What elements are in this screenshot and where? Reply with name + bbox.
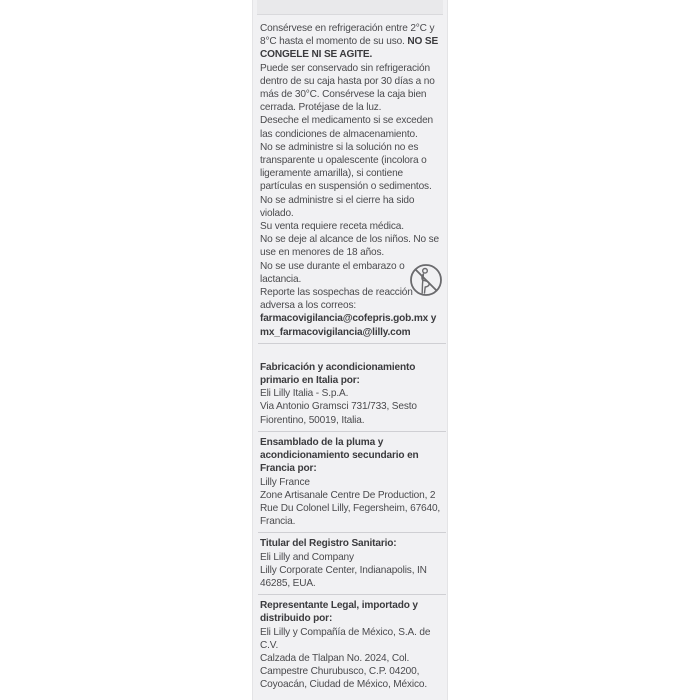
storage-instruction — [260, 22, 444, 62]
representative-title: Representante Legal, importado y distribuido por: — [260, 600, 418, 625]
representative-company: Eli Lilly y Compañía de México, S.A. de C.V. — [260, 626, 431, 651]
manufacture-title: Fabricación y acondicionamiento primario en Italia por: — [260, 361, 416, 387]
prescription-note: Su venta requiere receta médica. — [260, 221, 404, 233]
room-temp-storage: Puede ser conservado sin refrigeración dentro de su caja hasta por 30 días a no más de 30°C. Consérvese la caja bien cerrada. Protéjase de la luz. — [260, 62, 435, 114]
storage-text: Consérvese en refrigeración entre 2°C y 8°C hasta el momento de su uso. — [260, 23, 435, 48]
discard-instruction: Deseche el medicamento si se exceden las condiciones de almacenamiento. — [260, 115, 434, 140]
label-text-column — [260, 22, 444, 692]
holder-company: Eli Lilly and Company — [260, 551, 354, 563]
holder-address: Lilly Corporate Center, Indianapolis, IN 46285, EUA. — [260, 564, 427, 589]
holder-title: Titular del Registro Sanitario: — [260, 538, 397, 550]
assembly-company: Lilly France — [260, 476, 310, 488]
storage-warning-bold: NO SE CONGELE NI SE AGITE. — [260, 36, 439, 61]
report-instruction: Reporte las sospechas de reacción adversa a los correos: — [260, 287, 413, 312]
no-pregnancy-icon — [408, 262, 444, 298]
assembly-title: Ensamblado de la pluma y acondicionamiento secundario en Francia por: — [260, 436, 419, 475]
manufacture-company: Eli Lilly Italia - S.p.A. — [260, 388, 349, 400]
section-divider — [258, 431, 446, 432]
email-lilly: mx_farmacovigilancia@lilly.com — [260, 326, 411, 338]
seal-warning: No se administre si el cierre ha sido violado. — [260, 194, 415, 219]
assembly-address: Zone Artisanale Centre De Production, 2 Rue Du Colonel Lilly, Fegersheim, 67640, Francia. — [260, 489, 441, 528]
package-top-edge — [257, 0, 443, 15]
email-cofepris: farmacovigilancia@cofepris.gob.mx y — [260, 313, 437, 325]
solution-warning: No se administre si la solución no es transparente u opalescente (incolora o ligeramente amarilla), si contiene partículas en suspensión o sedimentos. — [260, 141, 432, 193]
pregnancy-warning: No se use durante el embarazo o lactancia. — [260, 260, 405, 285]
section-divider — [258, 532, 446, 533]
representative-address: Calzada de Tlalpan No. 2024, Col. Campestre Churubusco, C.P. 04200, Coyoacán, Ciudad de México, México. — [260, 652, 427, 691]
section-divider — [258, 343, 446, 344]
section-divider — [258, 594, 446, 595]
children-warning: No se deje al alcance de los niños. No se use en menores de 18 años. — [260, 234, 440, 259]
package-side-panel — [252, 0, 448, 700]
manufacture-address: Via Antonio Gramsci 731/733, Sesto Fiorentino, 50019, Italia. — [260, 401, 417, 426]
